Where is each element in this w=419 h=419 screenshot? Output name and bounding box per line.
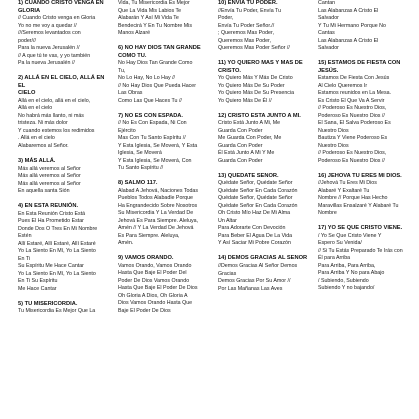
lyric-line: Vamos Orando, Vamos Orando (118, 262, 192, 269)
lyric-line: Quédate Señor, Quédate Señor (218, 195, 293, 202)
lyric-line: Cantan (318, 0, 336, 6)
lyric-line: Estén (18, 233, 32, 240)
song-title: 17) YO SE QUE CRISTO VIENE. (318, 225, 403, 232)
lyric-line: // Poderoso Es Nuestro Dios, (318, 150, 387, 157)
lyric-line: Es Para Siempre. Aleluya, (118, 232, 180, 239)
lyric-line: Las Alabanzas A Cristo El (318, 7, 379, 14)
lyric-line: Dios Vamos Orando Hasta Que (118, 300, 193, 307)
song-title: 11) YO QUIERO MAS Y MAS DE (218, 60, 303, 67)
lyric-line: / Subiendo, Subiendo (318, 277, 369, 284)
lyric-line: Alabarán Y Así Mi Vida Te (118, 15, 179, 21)
song-section (318, 173, 414, 218)
lyric-line: Como Las Que Haces Tu // (118, 97, 182, 104)
lyric-line: Subiendo Y no bajando/ (318, 285, 375, 292)
lyric-line: Él para Arriba (318, 255, 351, 262)
lyric-line: Yo La Siento En Mí, Yo La Siento (18, 270, 96, 277)
lyric-line: Nuestro Dios (318, 127, 349, 134)
song-title: 16) JEHOVA TU ERES MI DIOS. (318, 172, 402, 179)
section-spacer (18, 293, 110, 301)
song-title: 7) NO ES CON ESPADA. (118, 112, 183, 119)
lyric-line: //Demos Gracias Al Señor Demos (218, 263, 298, 270)
section-spacer (218, 105, 310, 113)
song-title: JESÚS. (318, 67, 339, 74)
lyric-line: Estamos reunidos en La Mesa. (318, 90, 392, 97)
lyric-line: Es Cristo El Que Va A Servir (318, 97, 385, 104)
lyric-line: Para Adorarte Con Devoción (218, 225, 286, 232)
lyric-line: Quédate Señor, Quédate Señor (218, 180, 293, 187)
song-title: 15) ESTAMOS DE FIESTA CON (318, 60, 401, 66)
lyric-line: //Envía Tu Poder, Envía Tu (218, 7, 282, 14)
song-title: 9) VAMOS ORANDO. (118, 255, 174, 262)
song-title: 2) ALLÁ EN EL CIELO, ALLÁ EN EL (18, 75, 105, 89)
lyric-line: Oh Gloria A Dios, Oh Gloria A (118, 292, 188, 299)
section-spacer (218, 53, 310, 61)
lyric-line: Y cuando estemos los redimidos (18, 127, 95, 134)
song-section (218, 0, 310, 53)
lyric-line: Poder De Dios Vamos Orando (118, 277, 190, 284)
song-section (318, 0, 414, 53)
lyric-line: Jehová Es Para Siempre. Aleluya, (118, 217, 199, 224)
section-spacer (118, 38, 210, 46)
lyric-line: Maravillas Ensalzaré Y Alabaré Tu (318, 202, 399, 209)
song-title: 3) MÁS ALLÁ. (18, 157, 56, 164)
lyric-line: Su Espíritu Me Hace Cantar (18, 263, 84, 270)
song-section (118, 180, 210, 248)
song-title: 10) ENVIA TU PODER. (218, 0, 278, 6)
lyric-line: Alabad A Jehová, Naciones Todas (118, 187, 199, 194)
column-2 (118, 0, 210, 315)
lyric-line: Quédate Señor En Cada Corazón (218, 187, 298, 194)
song-section (318, 225, 414, 293)
song-title: 6) NO HAY DIOS TAN GRANDE (118, 45, 201, 51)
lyric-line: Las Obras (118, 90, 143, 97)
lyric-line: Su Misericordia Y La Verdad De (118, 210, 194, 217)
lyric-line: Espero Su Venida/ (318, 240, 362, 247)
song-section (118, 255, 210, 315)
lyric-line: Para Beber El Agua De La Vida (218, 232, 293, 239)
lyric-line: No Hay Dios Tan Grande Como (118, 60, 193, 67)
lyric-line: ; Queremos Mas Poder, (218, 30, 274, 37)
song-section (218, 173, 310, 248)
song-title: 1) CUANDO CRISTO VENGA EN (18, 0, 104, 6)
section-spacer (318, 165, 414, 173)
lyric-line: Nuestro Dios (318, 142, 349, 149)
lyric-line: Hasta Que Baje El Poder Del (118, 270, 187, 277)
lyric-line: Pueblos Todos Alabadle Porque (118, 195, 193, 202)
lyric-line: // A que tú te vas, y yo también (18, 52, 91, 59)
section-spacer (18, 196, 110, 204)
lyric-line: Las Alabanzas A Cristo El (318, 37, 379, 44)
lyric-line: Más allá veremos al Señor (18, 165, 81, 172)
lyric-line: Demos Gracias Por Su Amor // (218, 278, 291, 285)
song-section (18, 203, 110, 293)
song-section (218, 60, 310, 105)
lyric-line: Estamos De Fiesta Con Jesús (318, 75, 390, 82)
lyric-line: Pues El Ha Prometido Estar (18, 218, 84, 225)
lyric-line: Alabaremos al Señor. (18, 142, 69, 149)
song-title: 13) QUEDATE SENOR. (218, 172, 279, 179)
lyric-line: Más allá veremos al Señor (18, 180, 81, 187)
lyric-line: Yo no me voy a quedar // (18, 22, 77, 29)
lyric-line: Manos Alzaré (118, 30, 151, 36)
song-section (18, 301, 110, 316)
lyric-line: tristeza. Ni más dolor (18, 120, 68, 127)
lyric-line: En aquella santa Sión (18, 188, 70, 195)
lyric-line: Oh Cristo Mío Haz De Mi Alma (218, 210, 291, 217)
lyric-line: Envía Tu Poder Señor.// (218, 22, 275, 29)
lyric-line: Allá en el cielo (18, 105, 53, 112)
song-section (218, 113, 310, 166)
lyric-line: No Lo Hay, No Lo Hay // (118, 75, 176, 82)
lyric-line: Ejército (118, 127, 136, 134)
lyric-line: Y Esta Iglesia, Se Moverá, Con (118, 157, 192, 164)
lyric-line: Yo Quiero Más De Su Presencia (218, 90, 295, 97)
song-title: COMO TU. (118, 52, 147, 59)
lyric-line: Donde Dos O Tres En Mi Nombre (18, 225, 98, 232)
lyric-line: Guarda Con Poder (218, 157, 263, 164)
lyric-line: Poderoso Es Nuestro Dios // (318, 157, 385, 164)
song-section (318, 60, 414, 165)
lyric-line: Nombre (318, 210, 337, 217)
song-title: 4) EN ESTA REUNIÓN. (18, 203, 79, 210)
lyric-line: // No Hay Dios Que Pueda Hacer (118, 82, 197, 89)
lyric-line: Por Las Mañanas Las Aves (218, 285, 283, 292)
song-title: 8) SALMO 117. (118, 180, 158, 187)
lyric-line: Guarda Con Poder (218, 127, 263, 134)
lyric-line: // Si Tu Estás Preparado Te Irás con (318, 247, 403, 254)
lyric-line: //Jehová Tu Eres Mi Dios (318, 180, 377, 187)
section-spacer (318, 218, 414, 226)
lyric-line: Tu Misericordia Es Mejor Que La (18, 308, 96, 315)
lyric-line: Pa la nueva Jerusalén // (18, 60, 75, 67)
lyric-line: Para Arriba Y No para Abajo (318, 270, 385, 277)
lyric-line: // Cuando Cristo venga en Gloria (18, 15, 96, 22)
section-spacer (318, 53, 414, 61)
lyric-line: Tu, (118, 67, 126, 74)
song-title: GLORIA (18, 7, 41, 14)
lyric-line: Nombre // Porque Has Hecho (318, 195, 388, 202)
column-1 (18, 0, 110, 316)
lyric-line: El Sana, El Salva Poderoso Es (318, 120, 391, 127)
lyric-line: Queremos Mas Poder Señor // (218, 45, 290, 52)
lyric-line: Alabaré Y Exaltaré Tu (318, 187, 370, 194)
lyric-line: / Yo Se Que Cristo Viene Y (318, 232, 382, 239)
song-title: CRISTO. (218, 67, 241, 74)
lyric-line: ///Seremos levantados con (18, 30, 81, 37)
song-title: 5) TU MISERICORDIA. (18, 300, 78, 307)
lyric-line: Él Está Junto A Mi Y Me (218, 150, 275, 157)
lyric-line: Y Así Saciar Mi Pobre Corazón (218, 240, 291, 247)
lyric-line: Yo Quiero Más De Él // (218, 97, 272, 104)
lyric-line: Cristo Está Junto A Mi, Me (218, 120, 281, 127)
lyric-line: Y Esta Iglesia, Se Moverá, Y Esta (118, 142, 198, 149)
lyric-line: Quédate Señor En Cada Corazón (218, 202, 298, 209)
song-section (18, 158, 110, 196)
lyric-line: Bendecirá Y En Tu Nombre Mis (118, 22, 192, 29)
lyric-line: // No Es Con Espada, Ni Con (118, 120, 187, 127)
section-spacer (118, 173, 210, 181)
song-title: CIELO (18, 90, 36, 97)
lyric-line: Un Altar (218, 217, 237, 224)
lyric-line: Hasta Que Baje El Poder De Dios (118, 285, 198, 292)
lyric-line: Cantas (318, 30, 335, 36)
lyric-line: Yo La Siento En Mí, Yo La Siento (18, 248, 96, 255)
lyric-line: Allá en el cielo, allá en el cielo, (18, 97, 91, 104)
lyric-line: Yo Quiero Más De Su Poder (218, 82, 285, 89)
lyric-line: Salvador (318, 15, 339, 21)
lyric-line: Ha Engrandecido Sobre Nosotros (118, 202, 198, 209)
lyric-line: Para Arriba, Para Arriba, (318, 262, 376, 269)
lyric-line: Al Cielo Queremos Ir (318, 82, 368, 89)
lyric-line: Guarda Con Poder (218, 142, 263, 149)
lyric-line: Tu Santo Espíritu // (118, 165, 164, 172)
lyric-line: Que La Vida Mis Labios Te (118, 7, 182, 14)
song-section (18, 0, 110, 68)
song-title: 14) DEMOS GRACIAS AL SENOR (218, 255, 308, 262)
lyric-line: Mas Con Tu Santo Espíritu // (118, 135, 186, 142)
lyric-line: Me Hace Cantar (18, 285, 57, 292)
song-section (218, 255, 310, 293)
lyric-line: Poder, (218, 15, 234, 22)
lyric-line: Amén. (118, 240, 134, 247)
lyric-line: En Esta Reunión Cristo Está (18, 210, 86, 217)
lyric-line: . Allá en el cielo (18, 135, 55, 142)
lyric-line: Queremos Mas Poder, (218, 37, 271, 44)
column-3 (218, 0, 310, 293)
lyric-line: Gracias (218, 270, 237, 277)
song-title: 12) CRISTO ESTA JUNTO A MI. (218, 112, 301, 119)
section-spacer (118, 248, 210, 256)
lyric-line: Me Guarda Con Poder, Me (218, 135, 282, 142)
song-section (18, 75, 110, 150)
lyric-line: Baje El Poder De Dios (118, 307, 171, 314)
lyric-line: Más allá veremos al Señor (18, 173, 81, 180)
lyric-line: En Ti (18, 255, 31, 262)
lyric-line: En Ti Su Espíritu (18, 278, 58, 285)
lyric-line: Salvador (318, 45, 339, 51)
song-section (118, 45, 210, 105)
lyric-line: Y Tu Mi Hermano Porque No (318, 22, 386, 29)
section-spacer (218, 165, 310, 173)
lyric-line: Yo Quiero Más Y Más De Cristo (218, 75, 293, 82)
lyric-line: No habrá más llanto, ni más (18, 112, 84, 119)
lyric-line: Amén // Y La Verdad De Jehová (118, 225, 194, 232)
section-spacer (118, 105, 210, 113)
lyric-line: Allí Estaré, Allí Estaré, Allí Estaré (18, 240, 96, 247)
lyric-line: Iglesia, Se Moverá (118, 150, 162, 157)
song-section (118, 113, 210, 173)
section-spacer (18, 150, 110, 158)
lyric-line: Vida, Tu Misericordia Es Mejor (118, 0, 190, 6)
column-4 (318, 0, 414, 293)
lyric-line: Para la nueva Jerusalén // (18, 45, 80, 52)
song-section (118, 0, 210, 38)
lyric-line: Poderoso Es Nuestro Dios // (318, 112, 385, 119)
lyric-line: // Poderoso Es Nuestro Dios, (318, 105, 387, 112)
section-spacer (218, 248, 310, 256)
lyric-line: poder/// (18, 37, 36, 44)
lyric-line: Bautiza Y Viene Poderoso Es (318, 135, 388, 142)
